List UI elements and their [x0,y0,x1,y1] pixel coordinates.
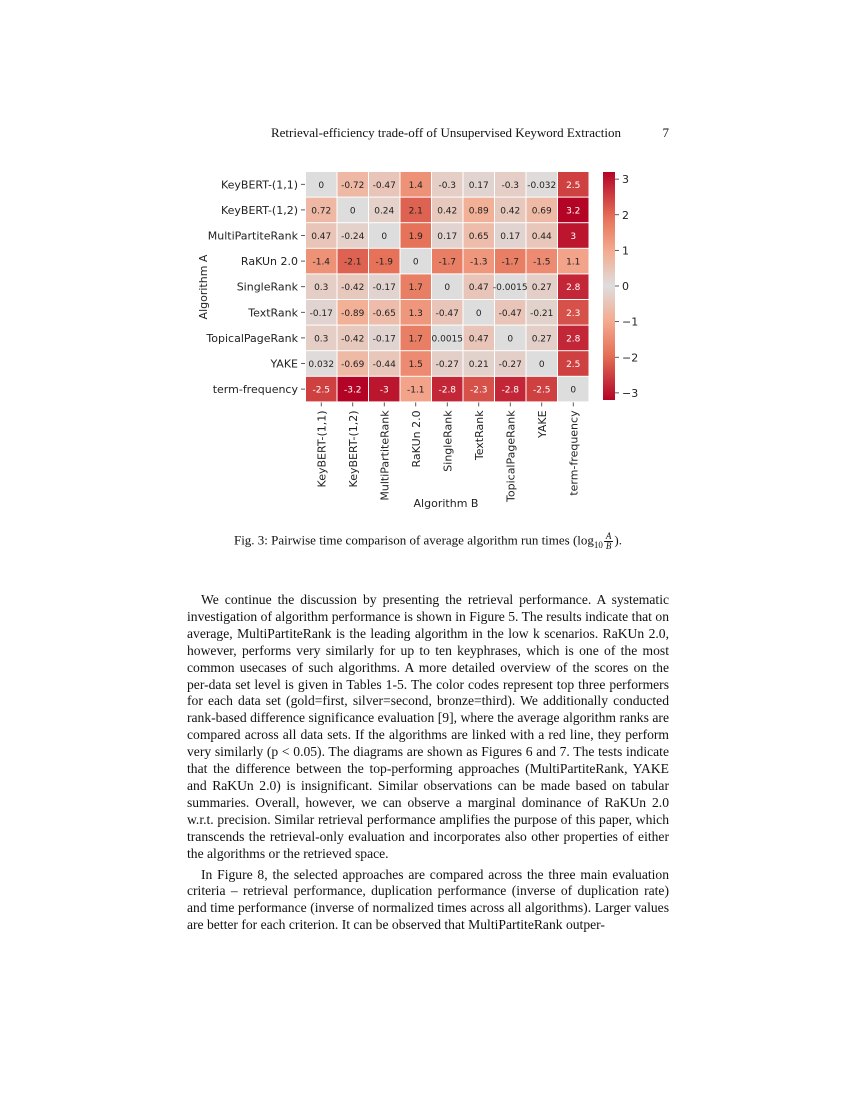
cell-value-label: -0.42 [341,283,365,294]
cell-value-label: -0.89 [341,308,365,319]
cell-value-label: 0 [349,206,356,217]
paragraph-2: In Figure 8, the selected approaches are compared across the three main evaluation criteria – retrieval performance, duplication performance (inverse of duplication rate) and time performance (inverse of normalized times across all algorithms). Larger values are better for each criterion. It can be observed that MultiPartiteRank outper- [187,866,669,933]
colorbar-tick-label: 1 [622,244,629,258]
cell-value-label: -1.4 [312,257,331,268]
cell-value-label: 0.17 [437,232,458,242]
cell-value-label: -2.5 [312,385,331,396]
x-tick-labels [315,402,580,503]
cell-value-label: 3.2 [566,206,581,217]
cell-value-label: 0.21 [468,360,489,370]
cell-value-label: 0.65 [468,232,489,242]
cell-value-label: 0 [475,308,482,319]
cell-value-label: -0.3 [438,180,457,191]
colorbar-tick-label: −3 [622,386,639,400]
cell-value-label: 0.27 [531,283,552,294]
cell-value-label: -0.65 [372,308,396,319]
cell-value-label: -3 [379,385,389,396]
cell-value-label: 1.7 [408,334,423,345]
cell-value-label: 2.8 [566,283,581,294]
heatmap-cell-labels [308,181,580,396]
cell-value-label: -0.44 [372,360,396,370]
cell-value-label: -2.8 [438,385,457,396]
x-tick-label: YAKE [535,410,549,438]
colorbar-tick-label: 0 [622,280,629,293]
cell-value-label: -0.3 [501,180,520,191]
cell-value-label: 0 [507,334,514,345]
colorbar-tick-label: −1 [622,315,639,329]
colorbar [603,172,615,400]
x-tick-label: SingleRank [441,410,455,472]
cell-value-label: 0 [381,232,388,242]
cell-value-label: -1.9 [375,257,394,268]
cell-value-label: -1.7 [438,257,457,268]
cell-value-label: 0.42 [500,206,521,217]
x-tick-label: RaKUn 2.0 [409,410,423,468]
cell-value-label: -0.47 [435,308,459,319]
cell-value-label: -1.5 [532,257,551,268]
cell-value-label: 0.89 [468,206,489,217]
x-tick-label: TopicalPageRank [504,410,518,502]
x-tick-label: KeyBERT-(1,2) [346,410,360,488]
cell-value-label: -1.1 [406,385,425,396]
y-tick-label: SingleRank [236,280,298,294]
cell-value-label: 3 [570,232,577,242]
paragraph-1: We continue the discussion by presenting the retrieval performance. A systematic investigation of algorithm performance is shown in Figure 5. The results indicate that on average, MultiPartiteRank is the leading algorithm in the low k scenarios. RaKUn 2.0, however, performs very similarly for up to ten keyphrases, which is one of the most common usecases of such algorithms. A more detailed overview of the scores on the per-data set level is given in Tables 1-5. The color codes represent top three performers for each data set (gold=first, silver=second, bronze=third). We additionally conducted rank-based difference significance evaluation [9], where the average algorithm ranks are compared across all data sets. If the algorithms are linked with a red line, they perform very similarly (p < 0.05). The diagrams are shown as Figures 6 and 7. The tests indicate that the difference between the top-performing approaches (MultiPartiteRank, YAKE and RaKUn 2.0) is insignificant. Similar observations can be made based on tabular summaries. Overall, however, we can observe a marginal dominance of RaKUn 2.0 w.r.t. precision. Similar retrieval performance amplifies the purpose of this paper, which transcends the retrieval-only evaluation and incorporates also other properties of either the algorithms or the retrieved space. [187,592,669,861]
y-tick-label: RaKUn 2.0 [240,255,298,269]
cell-value-label: -0.27 [498,360,522,370]
y-axis-label: Algorithm A [197,254,210,320]
cell-value-label: 0.17 [468,180,489,191]
cell-value-label: 0.42 [437,206,458,217]
colorbar-tick-label: 2 [622,208,629,222]
cell-value-label: 0.69 [531,206,552,217]
cell-value-label: -0.27 [435,360,459,370]
cell-value-label: 0 [444,283,451,294]
cell-value-label: -0.21 [530,308,554,319]
y-tick-label: MultiPartiteRank [207,229,298,243]
cell-value-label: 1.3 [408,308,423,319]
cell-value-label: 0 [570,385,577,396]
caption-frac-denominator: B [605,541,612,551]
cell-value-label: -2.1 [343,257,362,268]
cell-value-label: -0.17 [372,283,396,294]
caption-end: ). [614,532,623,548]
cell-value-label: -1.3 [469,257,488,268]
cell-value-label: -0.24 [341,232,365,242]
x-tick-label: KeyBERT-(1,1) [315,410,329,488]
y-tick-label: YAKE [270,357,298,371]
y-tick-labels [205,178,305,396]
caption-frac-numerator: A [605,531,612,541]
cell-value-label: 1.4 [408,180,423,191]
cell-value-label: -0.17 [372,334,396,345]
x-axis-label: Algorithm B [413,497,479,510]
caption-fraction [604,532,614,551]
cell-value-label: -0.72 [341,180,365,191]
caption-log-base: 10 [593,540,603,551]
cell-value-label: 0.24 [374,206,395,217]
cell-value-label: -1.7 [501,257,520,268]
cell-value-label: 2.3 [566,308,581,319]
colorbar-ticks [615,173,638,400]
cell-value-label: 0.0015 [431,334,463,345]
cell-value-label: 1.5 [408,360,423,370]
x-tick-label: TextRank [472,410,486,461]
heatmap-figure [0,0,850,530]
x-tick-label: term-frequency [567,410,581,496]
caption-text: Fig. 3: Pairwise time comparison of average algorithm run times (log [233,532,594,548]
cell-value-label: 0 [412,257,419,268]
cell-value-label: -2.3 [469,385,488,396]
cell-value-label: 0.032 [308,360,335,370]
y-tick-label: KeyBERT-(1,2) [220,203,298,217]
cell-value-label: 0 [538,360,545,370]
cell-value-label: -0.17 [309,308,333,319]
cell-value-label: 0.27 [531,334,552,345]
cell-value-label: -2.8 [501,385,520,396]
cell-value-label: 2.8 [566,334,581,345]
colorbar-tick-label: −2 [622,351,639,365]
cell-value-label: -0.47 [498,308,522,319]
cell-value-label: 0.3 [314,334,329,345]
cell-value-label: -0.0015 [492,283,528,294]
running-title: Retrieval-efficiency trade-off of Unsupervised Keyword Extraction [270,125,621,140]
cell-value-label: 0.17 [500,232,521,242]
x-tick-label: MultiPartiteRank [378,410,392,501]
cell-value-label: 1.1 [566,257,581,268]
cell-value-label: 0.47 [468,283,489,294]
cell-value-label: 0.44 [531,232,552,242]
colorbar-tick-label: 3 [622,173,629,187]
cell-value-label: -2.5 [532,385,551,396]
page-number: 7 [662,125,669,140]
cell-value-label: 2.5 [566,360,581,370]
cell-value-label: 0 [318,180,325,191]
cell-value-label: 0.47 [311,232,332,242]
cell-value-label: 1.9 [408,232,423,242]
y-tick-label: term-frequency [212,383,298,397]
y-tick-label: TextRank [248,306,298,320]
cell-value-label: 2.5 [566,180,581,191]
cell-value-label: -0.69 [341,360,365,370]
cell-value-label: -0.032 [527,180,557,191]
cell-value-label: 0.72 [311,206,332,217]
cell-value-label: 0.47 [468,334,489,345]
cell-value-label: 2.1 [408,206,423,217]
cell-value-label: -0.42 [341,334,365,345]
figure-caption [187,532,669,551]
y-tick-label: TopicalPageRank [206,331,298,345]
cell-value-label: -0.47 [372,180,396,191]
cell-value-label: 0.3 [314,283,329,294]
body-text [187,592,669,938]
cell-value-label: 1.7 [408,283,423,294]
cell-value-label: -3.2 [343,385,362,396]
y-tick-label: KeyBERT-(1,1) [220,178,298,192]
